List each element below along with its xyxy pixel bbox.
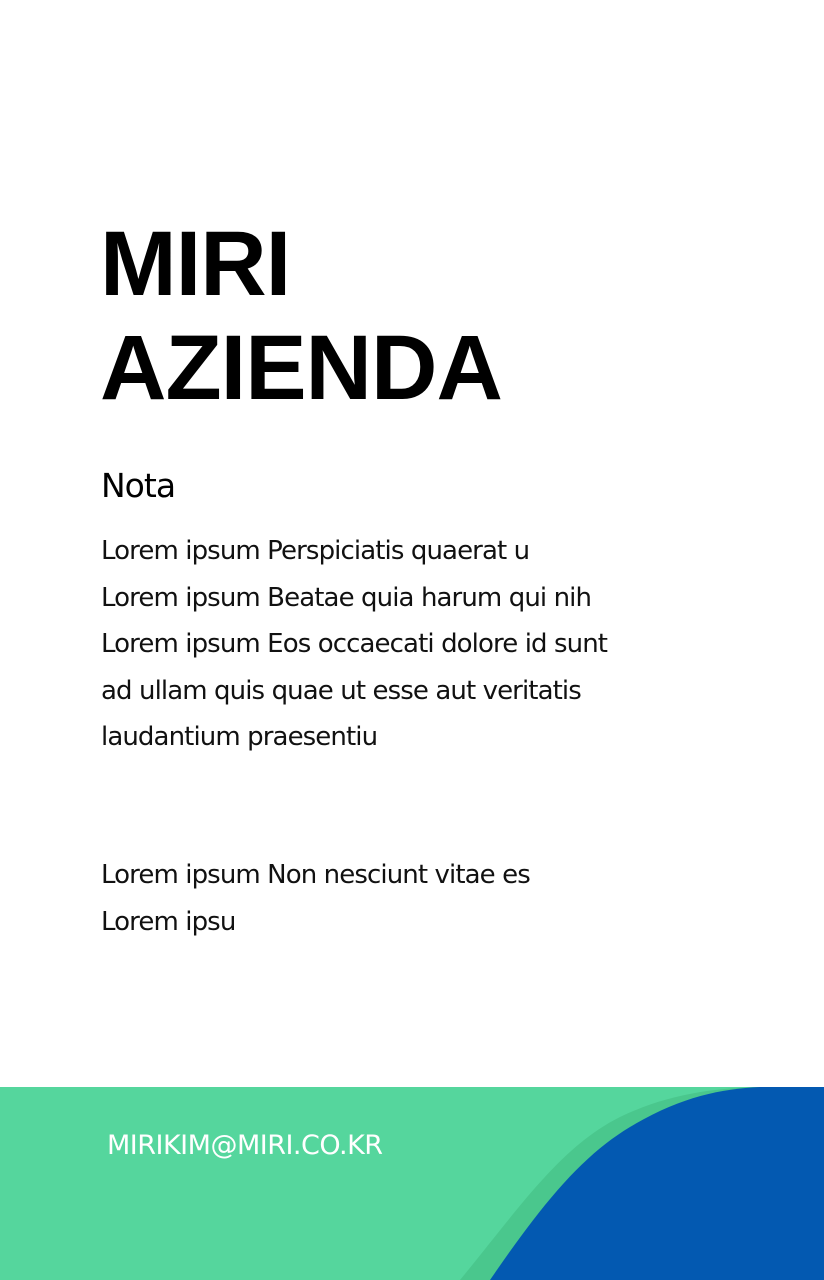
body-paragraph-1 — [101, 528, 607, 761]
footer-band — [0, 1087, 824, 1280]
body-line: Lorem ipsum Non nesciunt vitae es — [101, 860, 530, 890]
section-heading: Nota — [101, 466, 176, 505]
body-line: ad ullam quis quae ut esse aut veritatis — [101, 675, 581, 706]
body-line: Lorem ipsum Perspiciatis quaerat u — [101, 536, 530, 566]
page-title — [100, 212, 502, 420]
footer-wave-decoration — [0, 1087, 824, 1280]
body-line: Lorem ipsu — [101, 906, 236, 937]
contact-email-link[interactable]: MIRIKIM@MIRI.CO.KR — [107, 1130, 383, 1161]
body-paragraph-2 — [101, 852, 530, 945]
body-line: Lorem ipsum Eos occaecati dolore id sunt — [101, 629, 608, 659]
body-line: Lorem ipsum Beatae quia harum qui nih — [101, 582, 592, 613]
title-line-2: AZIENDA — [100, 317, 502, 419]
body-line: laudantium praesentiu — [101, 722, 378, 752]
title-line-1: MIRI — [100, 213, 291, 315]
